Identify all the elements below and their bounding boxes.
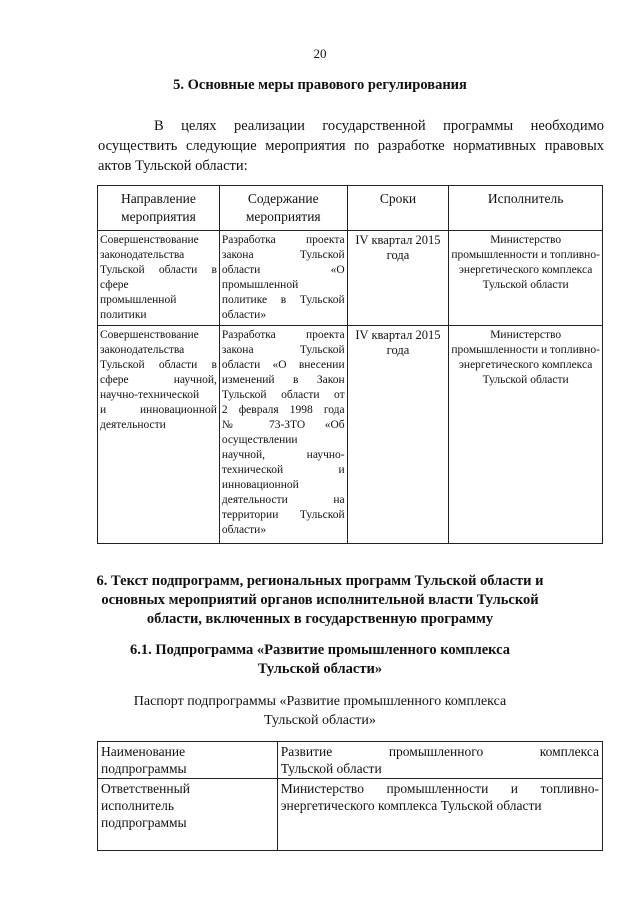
section-5-title: 5. Основные меры правового регулирования bbox=[173, 77, 467, 93]
value-cell bbox=[277, 779, 602, 851]
cell-line: сфере научной, bbox=[100, 374, 217, 386]
header-term: Сроки bbox=[347, 186, 449, 231]
cell-line: 2 февраля 1998 года bbox=[221, 404, 345, 416]
cell-line: № 73-ЗТО «Об bbox=[221, 419, 345, 431]
paragraph-line: В целях реализации государственной программы необходимо bbox=[154, 118, 604, 134]
table-header-row bbox=[98, 186, 603, 231]
table-row bbox=[98, 742, 603, 779]
value-cell bbox=[277, 742, 602, 779]
label-cell bbox=[98, 742, 278, 779]
cell-line: области «О bbox=[221, 264, 345, 276]
term-cell: IV квартал 2015 года bbox=[347, 231, 449, 326]
section-6-1-title bbox=[60, 641, 580, 679]
cell-line: технической и bbox=[221, 464, 345, 476]
cell-line: Тульской области в bbox=[100, 359, 217, 371]
direction-cell bbox=[98, 231, 220, 326]
cell-line: законодательства bbox=[100, 344, 185, 356]
paragraph-line: актов Тульской области: bbox=[98, 158, 248, 174]
title-line: 6.1. Подпрограмма «Развитие промышленного комплекса bbox=[129, 642, 511, 658]
cell-line: политики bbox=[100, 309, 147, 321]
title-line: области, включенных в государственную программу bbox=[146, 611, 494, 627]
cell-line: Тульской области от bbox=[221, 389, 345, 401]
cell-line: закона Тульской bbox=[221, 344, 345, 356]
cell-line: энергетического комплекса Тульской области bbox=[280, 798, 542, 813]
cell-line: области» bbox=[221, 524, 267, 536]
title-line: Тульской области» bbox=[257, 661, 383, 677]
table-row bbox=[98, 231, 603, 326]
cell-line: промышленной bbox=[100, 294, 177, 306]
executor-cell: Министерство промышленности и топливно-энергетического комплекса Тульской области bbox=[449, 326, 603, 544]
cell-line: Разработка проекта bbox=[221, 234, 345, 246]
title-line: 6. Текст подпрограмм, региональных программ Тульской области и bbox=[96, 573, 544, 589]
label-cell bbox=[98, 779, 278, 851]
cell-line: политике в Тульской bbox=[221, 294, 345, 306]
cell-line: области «О внесении bbox=[221, 359, 345, 371]
cell-line: закона Тульской bbox=[221, 249, 345, 261]
content-cell bbox=[219, 231, 347, 326]
passport-title bbox=[0, 692, 640, 730]
cell-line: научной, научно- bbox=[221, 449, 345, 461]
cell-line: изменений в Закон bbox=[221, 374, 345, 386]
cell-line: промышленной bbox=[221, 279, 299, 291]
cell-line: Разработка проекта bbox=[221, 329, 345, 341]
cell-line: исполнитель bbox=[101, 798, 174, 813]
cell-line: деятельности на bbox=[221, 494, 345, 506]
title-line: Тульской области» bbox=[264, 713, 376, 728]
cell-line: территории Тульской bbox=[221, 509, 345, 521]
cell-line: Наименование bbox=[101, 744, 186, 759]
cell-line: инновационной bbox=[221, 479, 299, 491]
cell-line: осуществлении bbox=[221, 434, 298, 446]
executor-cell: Министерство промышленности и топливно-энергетического комплекса Тульской области bbox=[449, 231, 603, 326]
cell-line: Совершенствование bbox=[100, 234, 199, 246]
table-row bbox=[98, 326, 603, 544]
direction-cell bbox=[98, 326, 220, 544]
title-line: основных мероприятий органов исполнительной власти Тульской bbox=[101, 592, 539, 608]
cell-line: подпрограммы bbox=[101, 761, 187, 776]
header-content: Содержание мероприятия bbox=[219, 186, 347, 231]
legal-measures-table bbox=[97, 185, 603, 544]
cell-line: научно-технической bbox=[100, 389, 200, 401]
title-line: Паспорт подпрограммы «Развитие промышленного комплекса bbox=[133, 694, 507, 709]
section-6-title bbox=[60, 572, 580, 629]
cell-line: Развитие промышленного комплекса bbox=[280, 744, 599, 759]
table-row bbox=[98, 779, 603, 851]
term-cell: IV квартал 2015 года bbox=[347, 326, 449, 544]
cell-line: подпрограммы bbox=[101, 815, 187, 830]
cell-line: законодательства bbox=[100, 249, 185, 261]
cell-line: Тульской области в bbox=[100, 264, 217, 276]
cell-line: деятельности bbox=[100, 419, 166, 431]
cell-line: Ответственный bbox=[101, 781, 190, 796]
intro-paragraph bbox=[98, 116, 604, 176]
cell-line: Министерство промышленности и топливно- bbox=[280, 781, 599, 796]
cell-line: Совершенствование bbox=[100, 329, 199, 341]
cell-line: Тульской области bbox=[280, 761, 382, 776]
header-direction: Направление мероприятия bbox=[98, 186, 220, 231]
content-cell bbox=[219, 326, 347, 544]
paragraph-line: осуществить следующие мероприятия по разработке нормативных правовых bbox=[98, 138, 604, 154]
header-executor: Исполнитель bbox=[449, 186, 603, 231]
cell-line: и инновационной bbox=[100, 404, 217, 416]
cell-line: сфере bbox=[100, 279, 129, 291]
cell-line: области» bbox=[221, 309, 267, 321]
page-number: 20 bbox=[313, 46, 327, 61]
passport-table bbox=[97, 741, 603, 851]
